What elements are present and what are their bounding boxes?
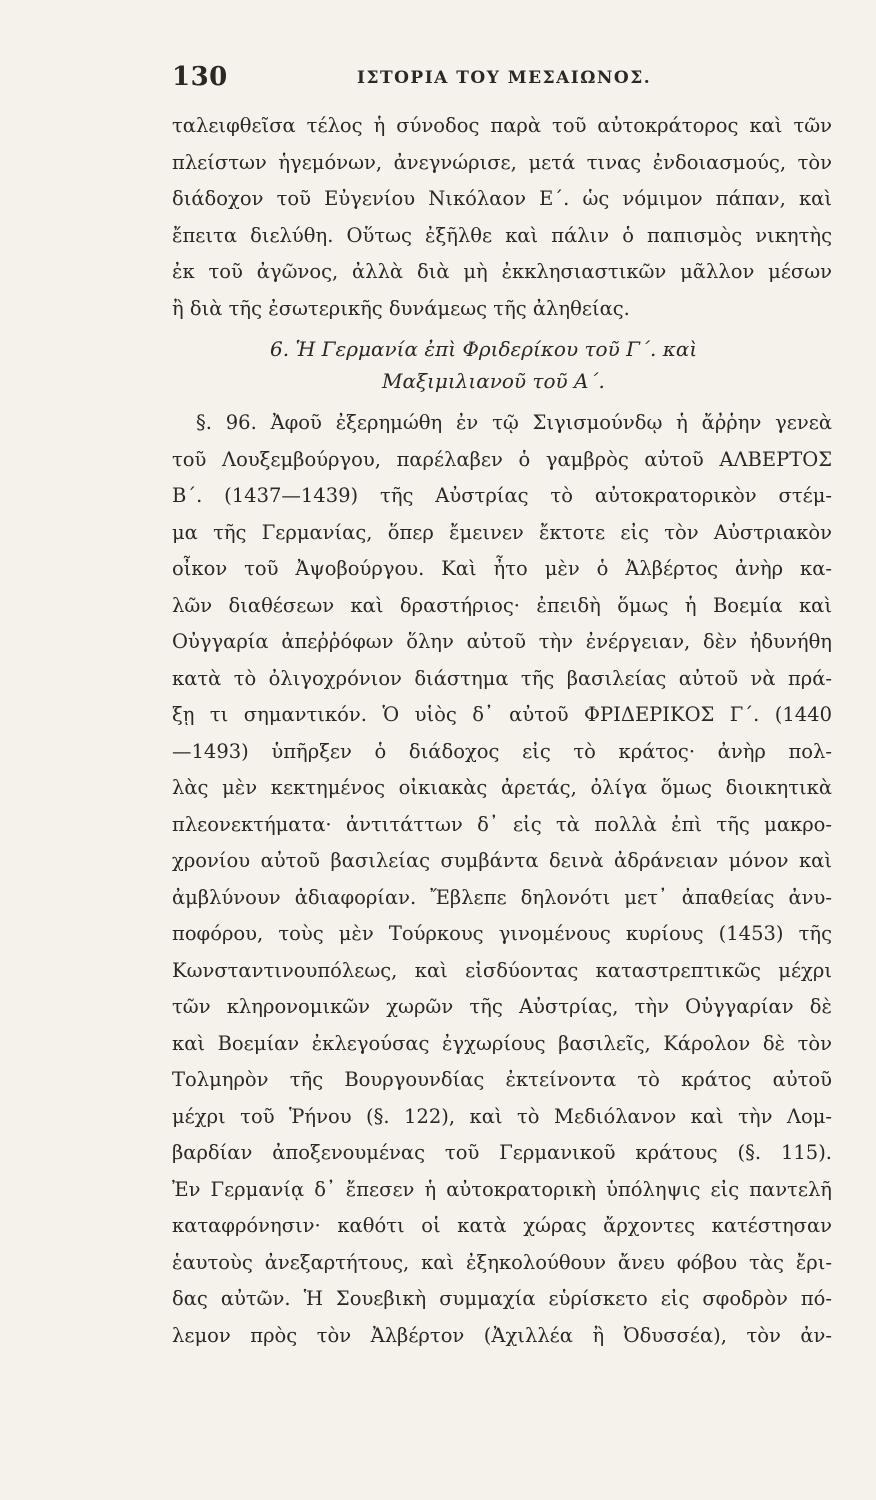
text-line: κατὰ τὸ ὀλιγοχρόνιον διάστημα τῆς βασιλείας αὐτοῦ νὰ πρά-	[172, 666, 832, 690]
text-line: μα τῆς Γερμανίας, ὅπερ ἔμεινεν ἔκτοτε εἰς τὸν Αὐστριακὸν	[172, 520, 832, 544]
text-line: λὰς μὲν κεκτημένος οἰκιακὰς ἀρετάς, ὀλίγα ὅμως διοικητικὰ	[172, 776, 832, 799]
text-line: ταλειφθεῖσα τέλος ἡ σύνοδος παρὰ τοῦ αὐτοκράτορος καὶ τῶν	[172, 114, 832, 137]
section-heading	[172, 333, 832, 397]
text-line: διάδοχον τοῦ Εὐγενίου Νικόλαον Ε΄. ὡς νόμιμον πάπαν, καὶ	[172, 187, 832, 210]
page-number: 130	[172, 62, 228, 92]
text-line: πλεονεκτήματα· ἀντιτάττων δ᾽ εἰς τὰ πολλὰ ἐπὶ τῆς μακρο-	[172, 812, 832, 836]
text-line: καταφρόνησιν· καθότι οἱ κατὰ χώρας ἄρχοντες κατέστησαν	[172, 1214, 832, 1237]
page-body	[172, 108, 832, 1354]
text-line: δας αὐτῶν. Ἡ Σουεβικὴ συμμαχία εὑρίσκετο εἰς σφοδρὸν πό-	[172, 1287, 832, 1310]
page-header	[172, 62, 832, 96]
text-line: ἢ διὰ τῆς ἐσωτερικῆς δυνάμεως τῆς ἀληθείας.	[172, 296, 630, 320]
text-line: βαρδίαν ἀποξενουμένας τοῦ Γερμανικοῦ κράτους (§. 115).	[172, 1141, 832, 1164]
paragraph-2	[172, 405, 832, 1354]
text-line: —1493) ὑπῆρξεν ὁ διάδοχος εἰς τὸ κράτος· ἀνὴρ πολ-	[172, 739, 832, 763]
text-line: Β΄. (1437—1439) τῆς Αὐστρίας τὸ αὐτοκρατορικὸν στέμ-	[172, 484, 832, 507]
text-line: Κωνσταντινουπόλεως, καὶ εἰσδύοντας καταστρεπτικῶς μέχρι	[172, 958, 832, 982]
text-line: Οὐγγαρία ἀπεῤῥόφων ὅλην αὐτοῦ τὴν ἐνέργειαν, δὲν ἠδυνήθη	[172, 630, 832, 653]
text-line: μέχρι τοῦ Ῥήνου (§. 122), καὶ τὸ Μεδιόλανον καὶ τὴν Λομ-	[172, 1104, 832, 1128]
section-heading-line-1: 6. Ἡ Γερμανία ἐπὶ Φριδερίκου τοῦ Γ΄. καὶ	[270, 337, 698, 361]
text-line: Τολμηρὸν τῆς Βουργουνδίας ἐκτείνοντα τὸ κράτος αὐτοῦ	[172, 1068, 832, 1091]
section-heading-line-2: Μαξιμιλιανοῦ τοῦ Α΄.	[382, 369, 605, 393]
text-line: οἶκον τοῦ Ἀψοβούργου. Καὶ ἦτο μὲν ὁ Ἀλβέρτος ἀνὴρ κα-	[172, 557, 832, 580]
text-line: λῶν διαθέσεων καὶ δραστήριος· ἐπειδὴ ὅμως ἡ Βοεμία καὶ	[172, 593, 832, 617]
text-line: ξῃ τι σημαντικόν. Ὁ υἱὸς δ᾽ αὐτοῦ ΦΡΙΔΕΡΙΚΟΣ Γ΄. (1440	[172, 703, 832, 726]
text-line: Ἐν Γερμανίᾳ δ᾽ ἔπεσεν ἡ αὐτοκρατορικὴ ὑπόληψις εἰς παντελῆ	[172, 1177, 832, 1201]
text-line: ἐκ τοῦ ἀγῶνος, ἀλλὰ διὰ μὴ ἐκκλησιαστικῶν μᾶλλον μέσων	[172, 260, 832, 283]
text-line: χρονίου αὐτοῦ βασιλείας συμβάντα δεινὰ ἀδράνειαν μόνον καὶ	[172, 849, 832, 872]
paragraph-1	[172, 108, 832, 327]
text-line: καὶ Βοεμίαν ἐκλεγούσας ἐγχωρίους βασιλεῖς, Κάρολον δὲ τὸν	[172, 1031, 832, 1055]
text-line: τῶν κληρονομικῶν χωρῶν τῆς Αὐστρίας, τὴν Οὐγγαρίαν δὲ	[172, 995, 832, 1018]
running-head: ΙΣΤΟΡΙΑ ΤΟΥ ΜΕΣΑΙΩΝΟΣ.	[357, 68, 652, 88]
text-line: τοῦ Λουξεμβούργου, παρέλαβεν ὁ γαμβρὸς αὐτοῦ ΑΛΒΕΡΤΟΣ	[172, 447, 832, 471]
text-line: ἑαυτοὺς ἀνεξαρτήτους, καὶ ἐξηκολούθουν ἄνευ φόβου τὰς ἔρι-	[172, 1250, 832, 1274]
text-line: πλείστων ἡγεμόνων, ἀνεγνώρισε, μετά τινας ἐνδοιασμούς, τὸν	[172, 150, 832, 174]
text-line: ἀμβλύνουν ἀδιαφορίαν. Ἔβλεπε δηλονότι μετ᾽ ἀπαθείας ἀνυ-	[172, 885, 832, 909]
text-line: ποφόρου, τοὺς μὲν Τούρκους γινομένους κυρίους (1453) τῆς	[172, 922, 832, 945]
text-line: §. 96. Ἀφοῦ ἐξερημώθη ἐν τῷ Σιγισμούνδῳ ἡ ἄῤῥην γενεὰ	[196, 411, 832, 434]
text-line: ἔπειτα διελύθη. Οὕτως ἐξῆλθε καὶ πάλιν ὁ παπισμὸς νικητὴς	[172, 223, 832, 247]
text-line: λεμον πρὸς τὸν Ἀλβέρτον (Ἀχιλλέα ἢ Ὀδυσσέα), τὸν ἀν-	[172, 1323, 832, 1347]
